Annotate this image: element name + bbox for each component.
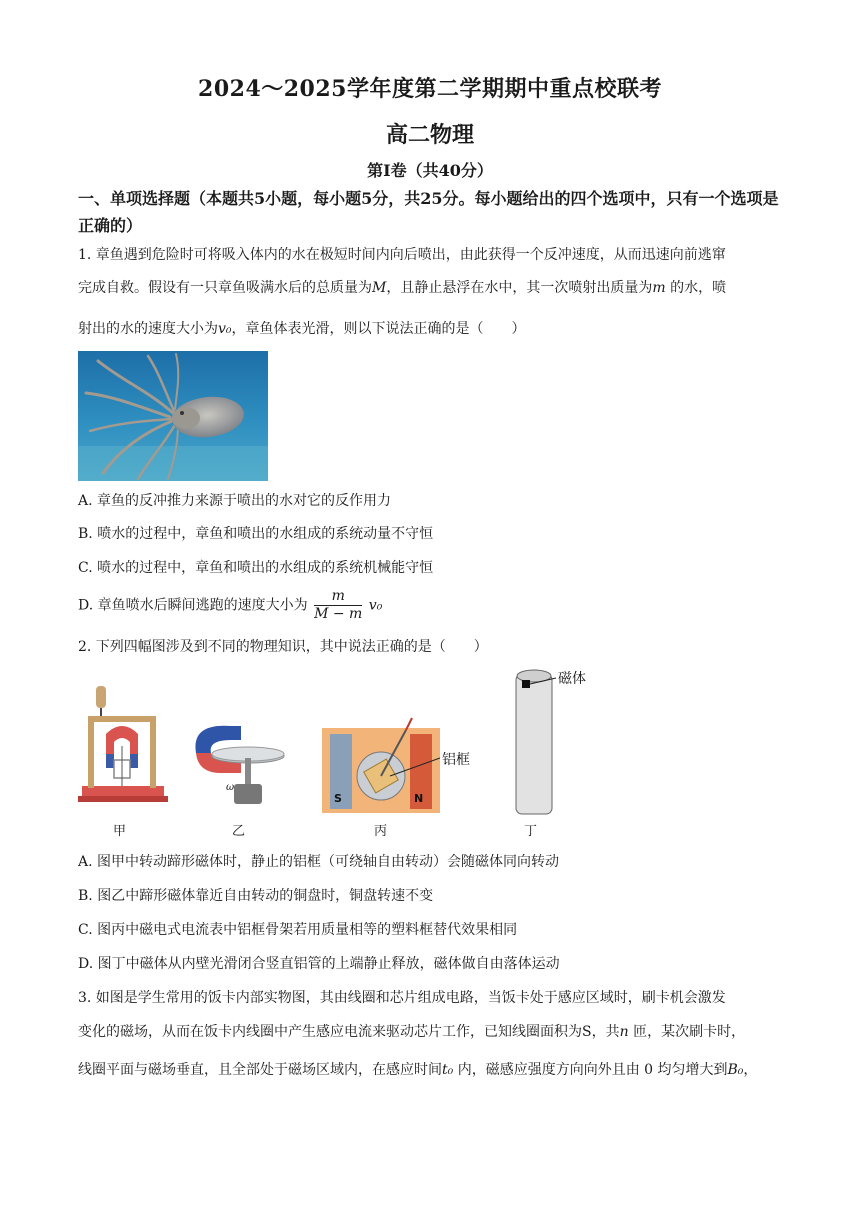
q1-line1: 1. 章鱼遇到危险时可将吸入体内的水在极短时间内向后喷出，由此获得一个反冲速度，从而迅速向前逃窜 bbox=[78, 247, 726, 263]
caption-jia: 甲 bbox=[113, 824, 127, 839]
q1-option-c: C. 喷水的过程中，章鱼和喷出的水组成的系统机械能守恒 bbox=[78, 560, 434, 576]
fraction: $\frac{m}{M - m}$ bbox=[314, 588, 363, 622]
omega-label: ω bbox=[226, 782, 235, 793]
q1-option-a: A. 章鱼的反冲推力来源于喷出的水对它的反作用力 bbox=[78, 493, 392, 509]
q2-option-c: C. 图丙中磁电式电流表中铝框骨架若用质量相等的塑料框替代效果相同 bbox=[78, 922, 518, 938]
q3-line2: 变化的磁场，从而在饭卡内线圈中产生感应电流来驱动芯片工作，已知线圈面积为S，共n 匝，某次刷卡时， bbox=[78, 1024, 746, 1040]
figure-jia bbox=[78, 686, 168, 811]
caption-yi: 乙 bbox=[232, 824, 246, 839]
q2-option-a: A. 图甲中转动蹄形磁体时，静止的铝框（可绕轴自由转动）会随磁体同向转动 bbox=[78, 854, 560, 870]
q1-line2: 完成自救。假设有一只章鱼吸满水后的总质量为M，且静止悬浮在水中，其一次喷射出质量为m 的水，喷 bbox=[78, 280, 727, 296]
q2-option-d: D. 图丁中磁体从内壁光滑闭合竖直铝管的上端静止释放，磁体做自由落体运动 bbox=[78, 956, 560, 972]
figure-yi bbox=[186, 718, 286, 813]
label-s: S bbox=[334, 792, 342, 805]
q2-option-b: B. 图乙中蹄形磁体靠近自由转动的铜盘时，铜盘转速不变 bbox=[78, 888, 434, 904]
q1-option-b: B. 喷水的过程中，章鱼和喷出的水组成的系统动量不守恒 bbox=[78, 526, 434, 542]
figure-bing bbox=[322, 700, 492, 815]
octopus-photo bbox=[78, 351, 268, 481]
label-n: N bbox=[414, 792, 424, 805]
section-heading: 一、单项选择题（本题共5小题，每小题5分，共25分。每小题给出的四个选项中，只有一个选项是正确的） bbox=[78, 189, 779, 235]
label-magnet: 磁体 bbox=[558, 671, 586, 687]
caption-ding: 丁 bbox=[524, 824, 538, 839]
exam-title: 2024～2025学年度第二学期期中重点校联考 bbox=[198, 76, 662, 102]
q2-stem: 2. 下列四幅图涉及到不同的物理知识，其中说法正确的是（ ） bbox=[78, 639, 488, 655]
q1-option-d: D. 章鱼喷水后瞬间逃跑的速度大小为 $\frac{m}{M - m}$ v₀ bbox=[78, 588, 383, 622]
q1-line3: 射出的水的速度大小为v₀，章鱼体表光滑，则以下说法正确的是（ ） bbox=[78, 321, 526, 337]
q3-line1: 3. 如图是学生常用的饭卡内部实物图，其由线圈和芯片组成电路，当饭卡处于感应区域时，刷卡机会激发 bbox=[78, 990, 726, 1006]
figure-ding bbox=[510, 666, 600, 818]
label-aluminum-frame: 铝框 bbox=[442, 752, 470, 768]
part-title: 第Ⅰ卷（共40分） bbox=[367, 161, 493, 180]
q3-line3: 线圈平面与磁场垂直，且全部处于磁场区域内，在感应时间t₀ 内，磁感应强度方向向外且由 0 均匀增大到B₀， bbox=[78, 1062, 758, 1078]
subject-title: 高二物理 bbox=[385, 122, 474, 148]
caption-bing: 丙 bbox=[374, 824, 388, 839]
